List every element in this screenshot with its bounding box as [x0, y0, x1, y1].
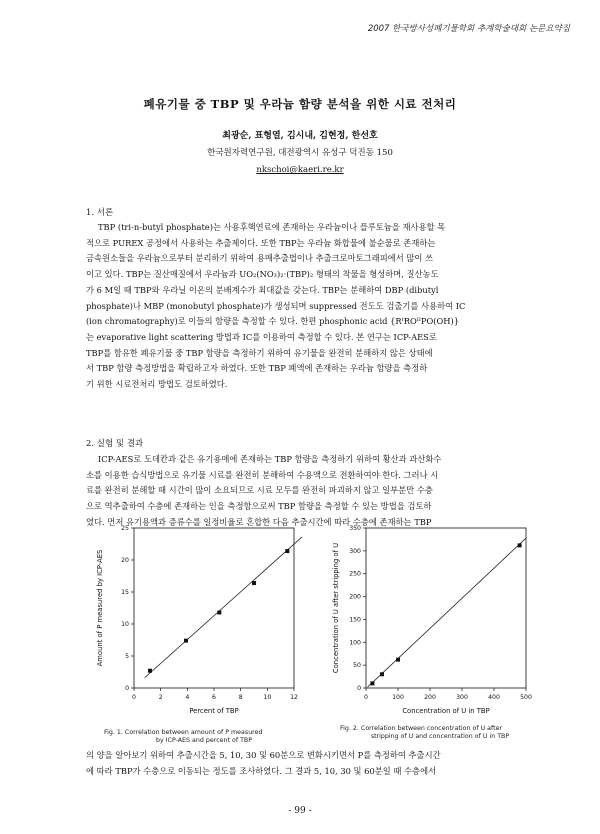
- y-tick-label: 200: [349, 593, 361, 601]
- chart-2-svg: [318, 518, 538, 728]
- figure-1-caption-line: Fig. 1. Correlation between amount of P measured: [104, 729, 263, 736]
- y-tick-label: 0: [125, 685, 129, 692]
- text-line: 금속원소들을 우라늄으로부터 분리하기 위하여 용매추출법이나 추출크로마토그래피에서 많이 쓰: [86, 253, 434, 264]
- figure-2-caption-line: Fig. 2. Correlation between concentration of U after: [340, 725, 503, 732]
- data-point: [285, 549, 289, 553]
- plot-frame: [366, 528, 526, 688]
- y-tick-label: 350: [349, 525, 361, 532]
- text-line: 으로 역추출하여 수층에 존재하는 인을 측정함으로써 TBP 함량을 측정할 수 있는 방법을 검토하: [86, 501, 432, 512]
- running-header: 2007 한국방사성폐기물학회 추계학술대회 논문요약집: [367, 24, 570, 34]
- y-tick-label: 150: [349, 616, 361, 624]
- figure-1-caption: [104, 729, 304, 745]
- x-tick-label: 6: [212, 694, 216, 701]
- x-tick-label: 100: [392, 694, 404, 701]
- figure-2-caption-line: stripping of U and concentration of U in TBP: [370, 733, 510, 740]
- author-email[interactable]: nkschoi@kaeri.re.kr: [256, 165, 344, 175]
- y-tick-label: 5: [125, 653, 129, 660]
- data-point: [370, 681, 374, 685]
- x-tick-label: 4: [185, 694, 190, 701]
- data-point: [252, 581, 256, 585]
- x-tick-label: 10: [263, 694, 272, 701]
- paper-title: 폐유기물 중 TBP 및 우라늄 함량 분석을 위한 시료 전처리: [143, 97, 457, 111]
- figure-1-caption-line: by ICP-AES and percent of TBP: [155, 737, 253, 744]
- text-line: 의 양을 알아보기 위하여 추출시간을 5, 10, 30 및 60분으로 변화시키면서 P를 측정하여 추출시간: [86, 750, 441, 760]
- data-point: [184, 639, 188, 643]
- x-axis-label: Percent of TBP: [189, 707, 239, 715]
- chart-1-svg: [86, 518, 306, 728]
- affiliation: 한국원자력연구원, 대전광역시 유성구 덕진동 150: [207, 148, 393, 158]
- text-line: 기 위한 시료전처리 방법도 검토하였다.: [86, 379, 228, 390]
- y-tick-label: 20: [121, 557, 129, 564]
- text-line: 서 TBP 함량 측정방법을 확립하고자 하였다. 또한 TBP 폐액에 존재하는 우라늄 함량을 측정하: [86, 363, 428, 374]
- figure-1: [86, 518, 306, 732]
- page-number: - 99 -: [288, 806, 312, 816]
- x-tick-label: 400: [488, 694, 500, 701]
- data-point: [380, 672, 384, 676]
- text-line: 적으로 PUREX 공정에서 사용하는 추출제이다. 또한 TBP는 우라늄 화합물에 불순물로 존재하는: [86, 237, 436, 248]
- x-tick-label: 12: [290, 694, 298, 701]
- text-line: phosphate)나 MBP (monobutyl phosphate)가 생성되며 suppressed 전도도 검출기를 사용하여 IC: [86, 300, 466, 311]
- y-tick-label: 10: [121, 621, 129, 628]
- intro-paragraph: [86, 220, 532, 393]
- plot-frame: [134, 528, 294, 688]
- x-tick-label: 0: [132, 694, 136, 701]
- text-line: 료를 완전히 분해할 때 시간이 많이 소요되므로 시료 모두를 완전히 파괴하지 않고 일부분만 수층: [86, 485, 433, 496]
- x-tick-label: 200: [424, 694, 436, 701]
- y-axis-label: Amount of P measured by ICP-AES: [96, 549, 104, 667]
- section-heading-intro: 1. 서론: [86, 208, 114, 218]
- y-tick-label: 50: [353, 662, 361, 670]
- text-line: 에 따라 TBP가 수층으로 이동되는 정도를 조사하였다. 그 결과 5, 10, 30 및 60분일 때 수층에서: [86, 765, 437, 776]
- text-line: 였다. 먼저 유기용액과 증류수를 일정비율로 혼합한 다음 추출시간에 따라 수층에 존재하는 TBP: [86, 516, 432, 527]
- x-axis-label: Concentration of U in TBP: [402, 707, 490, 715]
- author-list: 최광순, 표형열, 김시내, 김현정, 한선호: [222, 131, 378, 141]
- fit-line: [145, 537, 302, 678]
- x-tick-label: 2: [158, 694, 163, 701]
- text-line: 가 6 M일 때 TBP와 우라닐 이온의 분배계수가 최대값을 갖는다. TBP는 분해하여 DBP (dibutyl: [86, 284, 439, 295]
- y-tick-label: 0: [357, 685, 361, 692]
- text-line: 이고 있다. TBP는 질산매질에서 우라늄과 UO₂(NO₃)₂·(TBP)₂ 형태의 착물을 형성하며, 질산농도: [86, 269, 439, 280]
- figure-2: [318, 518, 538, 732]
- x-tick-label: 500: [520, 694, 532, 701]
- data-point: [518, 543, 522, 547]
- text-line: (ion chromatography)로 이들의 함량을 측정할 수 있다. 한편 phosphonic acid {RᴵROᴵᴵPO(OH)}: [86, 316, 460, 327]
- data-point: [217, 610, 221, 614]
- y-tick-label: 300: [349, 547, 361, 555]
- x-tick-label: 8: [238, 694, 243, 701]
- continuation-paragraph: [86, 748, 532, 779]
- fit-line: [368, 538, 526, 687]
- text-line: 소를 이용한 습식방법으로 유기물 시료를 완전히 분해하여 수용액으로 전환하여야 한다. 그러나 시: [86, 469, 439, 480]
- text-line: ICP-AES로 도데칸과 같은 유기용매에 존재하는 TBP 함량을 측정하기 위하여 황산과 과산화수: [98, 454, 442, 464]
- figure-2-caption: [340, 725, 540, 741]
- data-point: [396, 658, 400, 662]
- text-line: TBP를 함유한 폐유기물 중 TBP 함량을 측정하기 위하여 유기물을 완전히 분해하지 않은 상태에: [86, 347, 433, 358]
- y-tick-label: 15: [121, 589, 129, 596]
- y-tick-label: 100: [349, 639, 361, 647]
- x-tick-label: 300: [456, 694, 468, 701]
- y-tick-label: 25: [121, 525, 129, 532]
- text-line: 는 evaporative light scattering 방법과 IC를 이용하여 측정할 수 있다. 본 연구는 ICP-AES로: [86, 331, 437, 342]
- data-point: [148, 669, 152, 673]
- y-tick-label: 250: [349, 570, 361, 578]
- y-axis-label: Concentration of U after stripping of U: [332, 542, 340, 674]
- section-heading-results: 2. 실험 및 결과: [86, 439, 144, 449]
- text-line: TBP (tri-n-butyl phosphate)는 사용후핵연료에 존재하는 우라늄이나 플루토늄을 재사용할 목: [98, 222, 446, 232]
- x-tick-label: 0: [364, 694, 368, 701]
